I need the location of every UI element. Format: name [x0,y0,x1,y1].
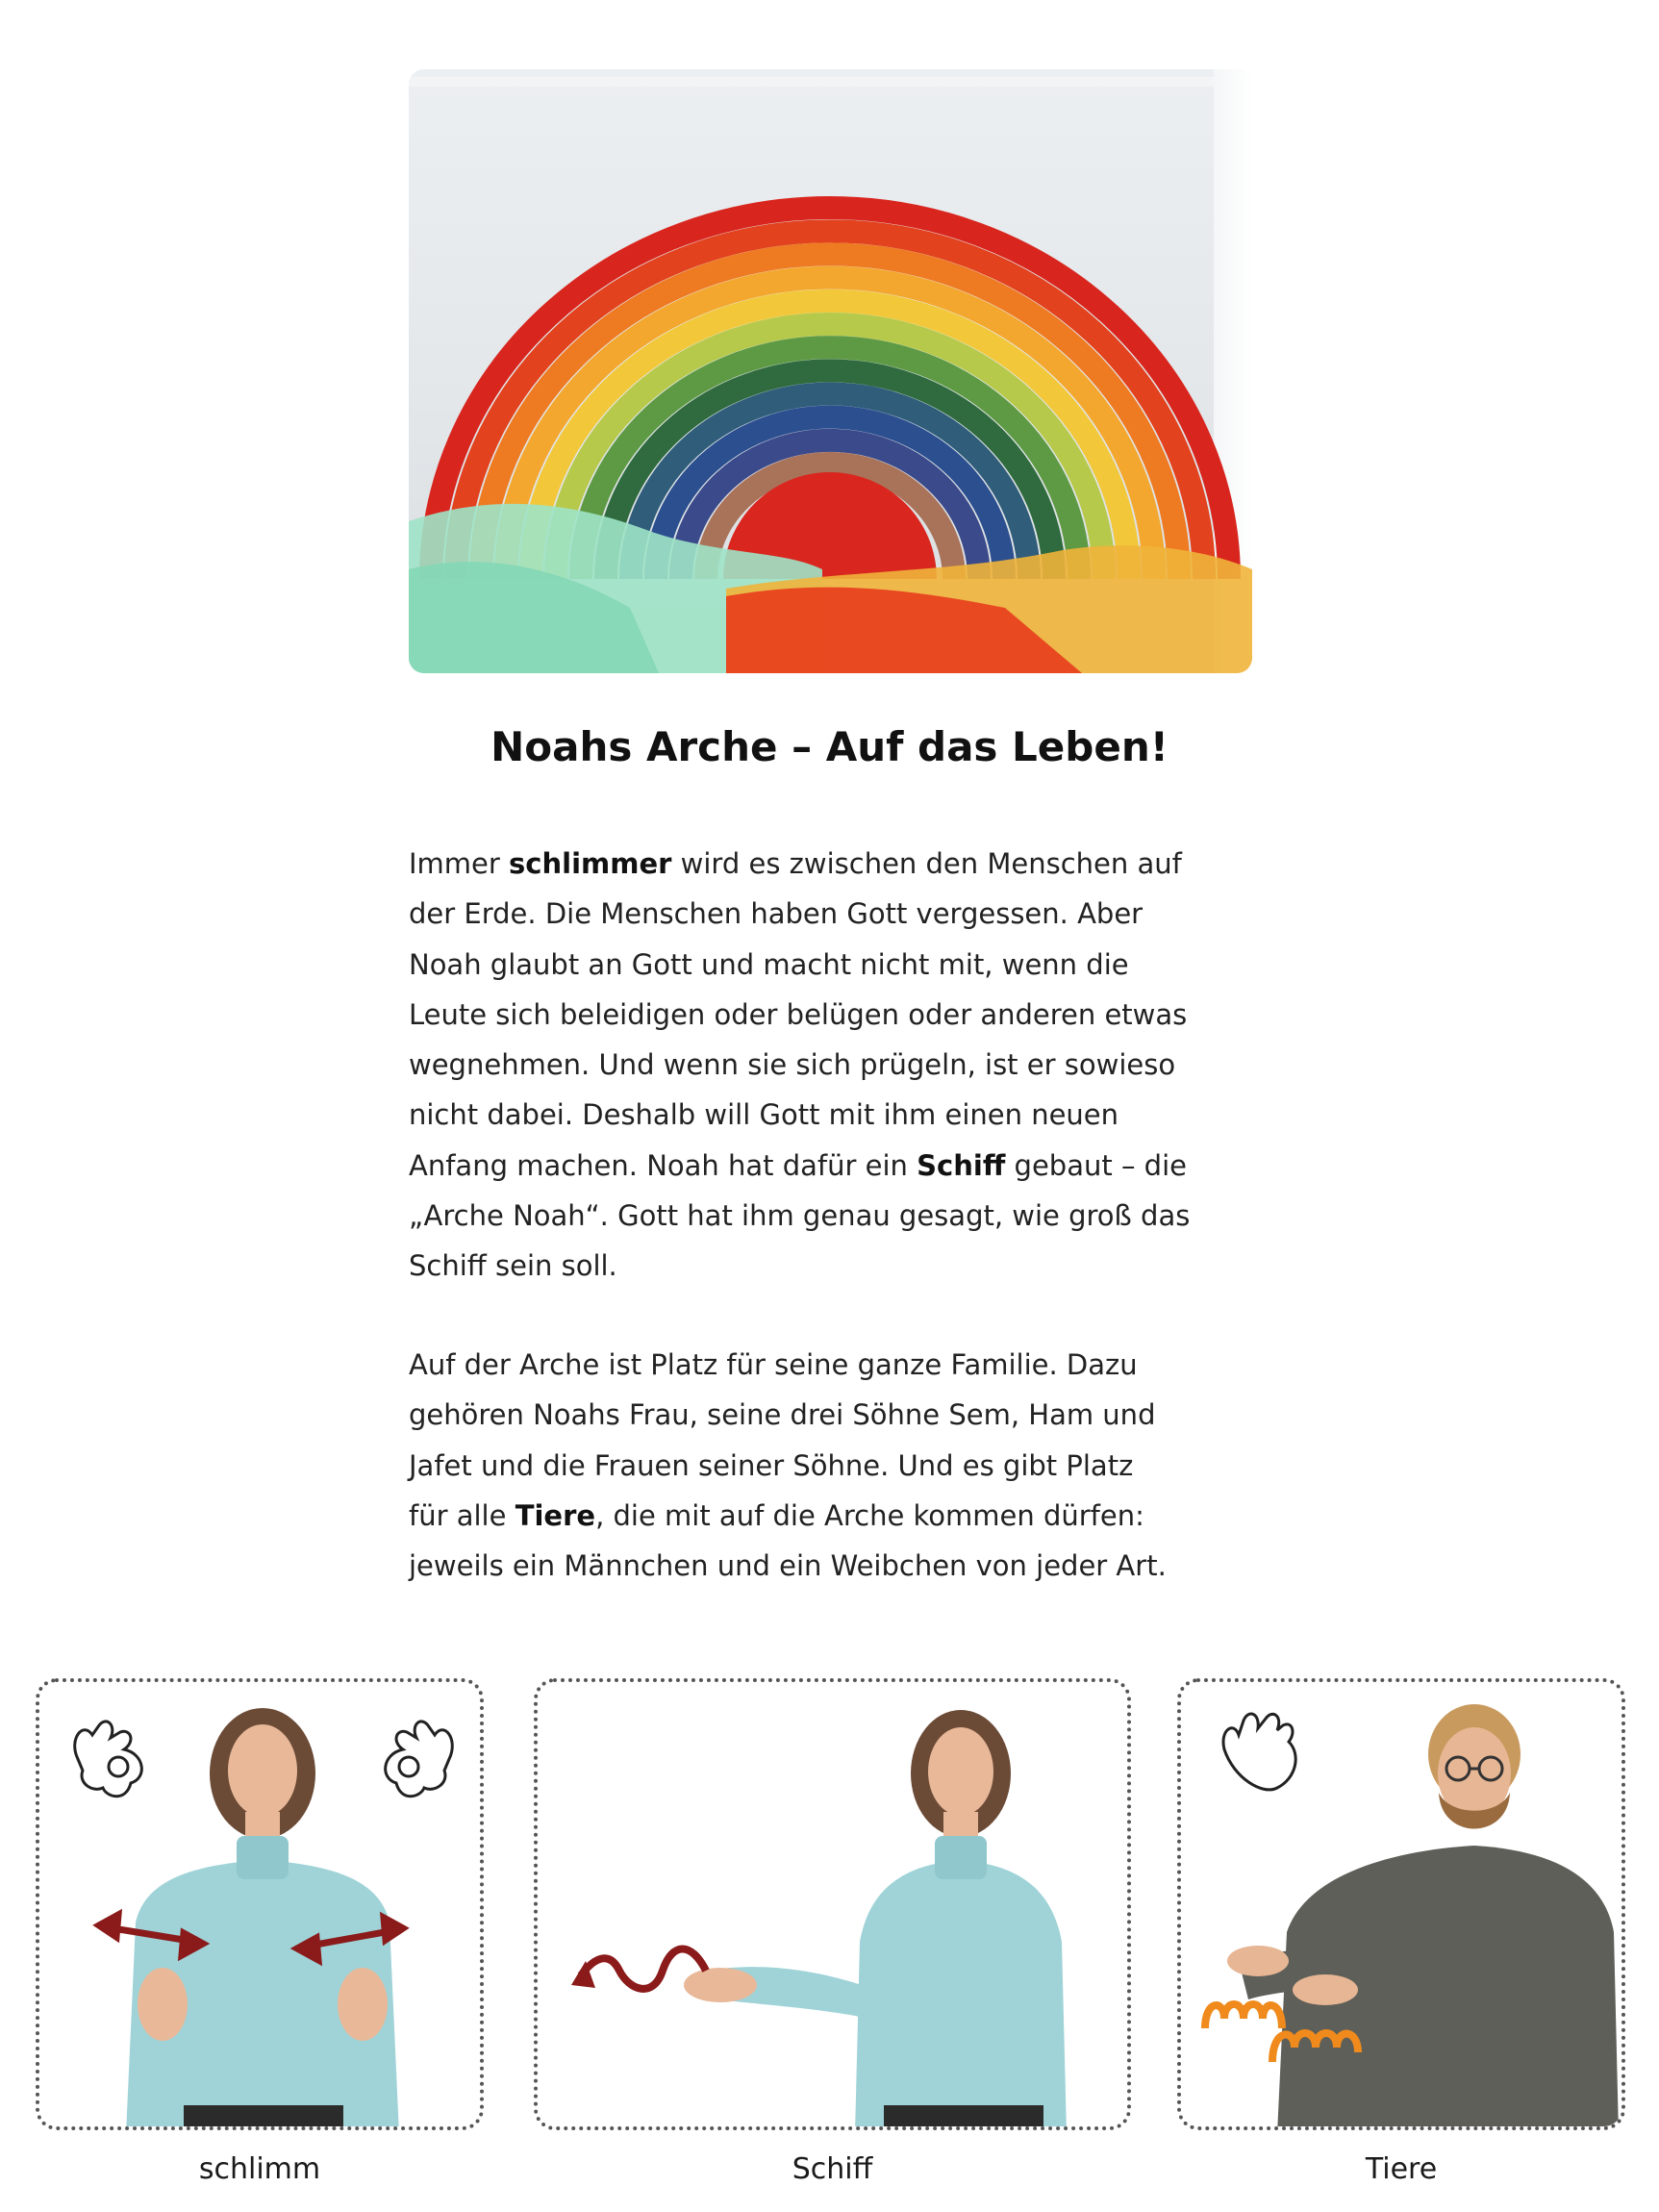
sign-card-schlimm [36,1678,484,2130]
text-run: wird es zwischen den Menschen auf [671,847,1182,880]
sign-illustration-tiere [1181,1682,1625,2130]
ok-handshape-icon [386,1722,453,1797]
text-run: nicht dabei. Deshalb will Gott mit ihm einen neuen [409,1098,1119,1132]
text-line [409,1141,1255,1191]
text-run: Auf der Arche ist Platz für seine ganze Familie. Dazu [409,1348,1138,1381]
text-line [409,889,1255,939]
text-line [409,1441,1255,1491]
face [928,1727,993,1816]
sweater [855,1860,1067,2130]
sign-illustration-schiff [538,1682,1131,2130]
hand [684,1968,757,2002]
face [228,1724,297,1817]
text-run: „Arche Noah“. Gott hat ihm genau gesagt, wie groß das [409,1199,1191,1233]
text-run: wegnehmen. Und wenn sie sich prügeln, ist er sowieso [409,1048,1176,1082]
text-run: Jafet und die Frauen seiner Söhne. Und es gibt Platz [409,1448,1134,1482]
text-run: gehören Noahs Frau, seine drei Söhne Sem, Ham und [409,1398,1156,1432]
ok-handshape-icon [75,1722,142,1797]
text-line [409,1541,1255,1591]
text-run: für alle [409,1498,515,1532]
text-line [409,839,1255,889]
text-line [409,1491,1255,1541]
hand-right [338,1968,388,2041]
text-run: Noah glaubt an Gott und macht nicht mit, wenn die [409,947,1129,981]
sign-caption-schlimm: schlimm [198,2152,321,2186]
text-line [409,990,1255,1040]
rainbow-illustration [409,69,1252,673]
text-run: der Erde. Die Menschen haben Gott vergessen. Aber [409,897,1144,931]
text-line [409,1390,1255,1440]
text-run: Immer [409,847,510,880]
text-run: Schiff sein soll. [409,1249,617,1283]
sign-card-tiere [1177,1678,1625,2130]
paragraph-2 [409,1340,1255,1591]
sign-card-schiff [534,1678,1131,2130]
text-line [409,1040,1255,1090]
text-run: Anfang machen. Noah hat dafür ein [409,1148,917,1182]
paragraph-1 [409,839,1255,1292]
text-run: , die mit auf die Arche kommen dürfen: [595,1498,1144,1532]
text-line [409,1191,1255,1241]
hand-left [138,1968,188,2041]
sign-illustration-schlimm [39,1682,484,2130]
motion-loop-icon [1205,2004,1282,2028]
claw-handshape-icon [1223,1714,1295,1790]
page-title: Noahs Arche – Auf das Leben! [490,723,1169,770]
text-run: Leute sich beleidigen oder belügen oder anderen etwas [409,997,1188,1031]
hand [1227,1946,1289,1976]
text-line [409,940,1255,990]
text-line [409,1090,1255,1140]
belt [184,2105,343,2130]
hand [1293,1974,1358,2005]
highlighted-keyword: Tiere [515,1498,596,1532]
sign-caption-tiere: Tiere [1365,2152,1438,2186]
highlighted-keyword: Schiff [917,1148,1006,1182]
text-run: jeweils ein Männchen und ein Weibchen von jeder Art. [409,1549,1167,1583]
highlighted-keyword: schlimmer [509,847,672,880]
text-line [409,1241,1255,1291]
text-line [409,1340,1255,1390]
text-run: gebaut – die [1005,1148,1187,1182]
belt [884,2105,1043,2130]
hero-photo-rainbow [409,69,1252,673]
sign-caption-schiff: Schiff [792,2152,873,2186]
